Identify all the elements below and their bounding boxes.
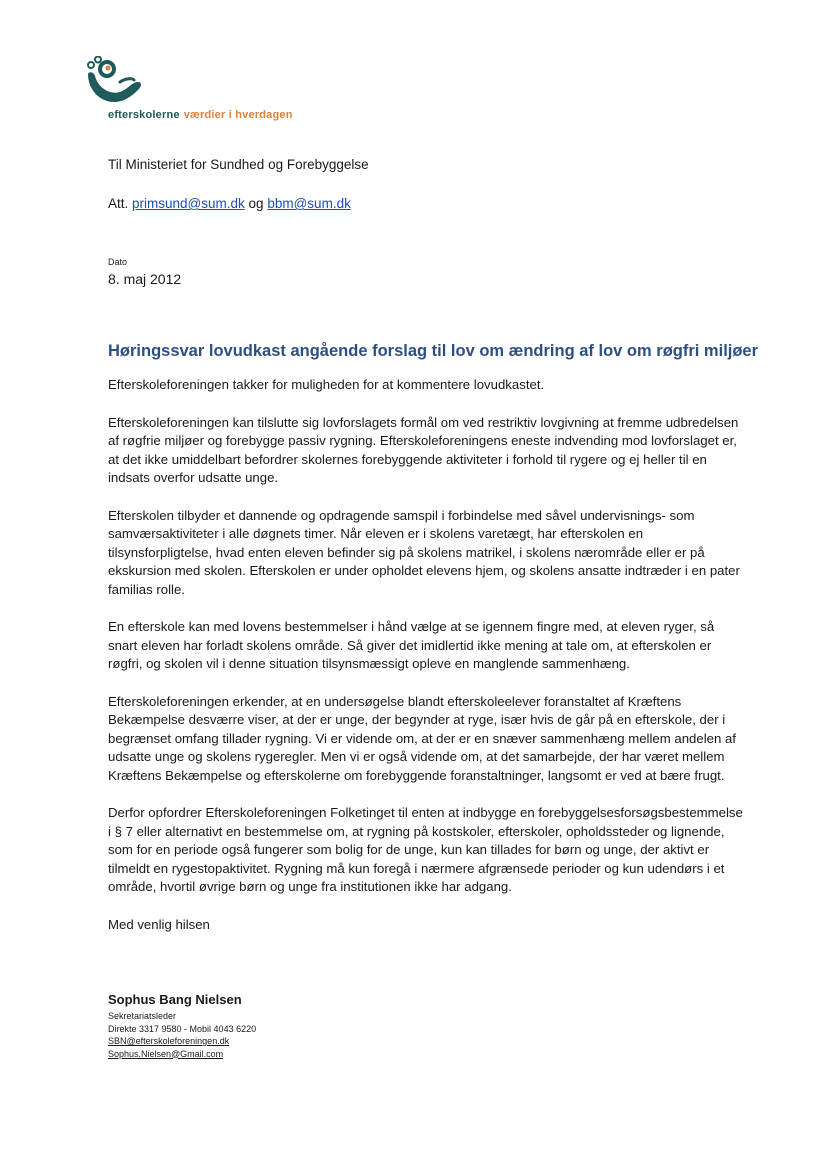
body-paragraph: Efterskolen tilbyder et dannende og opdragende samspil i forbindelse med såvel undervisnings- som samværsaktiviteter i alle døgnets timer. Når eleven er i skolens varetægt, har efterskolen en tilsynsforpligtelse, hvad enten eleven befinder sig på skolens matrikel, i skolens nærområde eller er på ekskursion med skolen. Efterskolen er under opholdet elevens hjem, og skolens ansatte indtræder i en pater familias rolle. — [108, 507, 740, 597]
letter-body — [108, 376, 744, 953]
document-heading: Høringssvar lovudkast angående forslag til lov om ændring af lov om røgfri miljøer — [108, 342, 759, 360]
att-line — [108, 196, 351, 211]
efterskolerne-logo-icon — [84, 56, 154, 112]
closing-greeting: Med venlig hilsen — [108, 916, 210, 932]
recipient-email-2[interactable]: bbm@sum.dk — [267, 196, 351, 211]
body-paragraph: En efterskole kan med lovens bestemmelser i hånd vælge at se igennem fingre med, at eleven ryger, så snart eleven har forladt skolens område. Så giver det imidlertid ikke mening at tale om, at efterskolen er røgfri, og skolen vil i denne situation tilsynsmæssigt opleve en manglende sammenhæng. — [108, 619, 715, 671]
body-paragraph: Efterskoleforeningen takker for muligheden for at kommentere lovudkastet. — [108, 377, 545, 392]
date-value: 8. maj 2012 — [108, 271, 182, 287]
att-conjunction: og — [248, 196, 264, 211]
logo-tagline: værdier i hverdagen — [183, 109, 293, 121]
date-label: Dato — [108, 257, 128, 267]
signature-name: Sophus Bang Nielsen — [108, 992, 242, 1007]
body-paragraph: Efterskoleforeningen erkender, at en undersøgelse blandt efterskoleelever foranstaltet af Kræftens Bekæmpelse desværre viser, at der er unge, der begynder at ryge, især hvis de går på en efterskole, der i begrænset omfang tillader rygning. Vi er vidende om, at der er en snæver sammenhæng mellem andelen af udsatte unge og skolens rygeregler. Men vi er også vidende om, at det samarbejde, der har været mellem Kræftens Bekæmpelse og efterskolerne om forebyggende foranstaltninger, langsomt er ved at bære frugt. — [108, 693, 736, 783]
signature-email-personal[interactable]: Sophus.Nielsen@Gmail.com — [108, 1048, 224, 1059]
signature-block — [108, 992, 256, 1060]
signature-phone: Direkte 3317 9580 - Mobil 4043 6220 — [108, 1023, 257, 1034]
logo-wordmark — [108, 109, 293, 121]
body-paragraph: Efterskoleforeningen kan tilslutte sig lovforslagets formål om ved restriktiv lovgivning at fremme udbredelsen af røgfrie miljøer og forebygge passiv rygning. Efterskoleforeningens eneste indvending mod lovforslaget er, at det ikke umiddelbart befordrer skolernes forebyggende aktiviteter i forhold til rygere og ej heller til en indsats overfor udsatte unge. — [108, 414, 739, 485]
efterskolerne-logo — [84, 56, 344, 126]
signature-title: Sekretariatsleder — [108, 1011, 177, 1021]
att-label: Att. — [108, 196, 129, 211]
body-paragraph: Derfor opfordrer Efterskoleforeningen Folketinget til enten at indbygge en forebyggelsesforsøgsbestemmelse i § 7 eller alternativt en bestemmelse om, at rygning på kostskoler, efterskoler, opholdssteder og lignende, som for en periode også fungerer som bolig for de unge, kun kan tillades for børn og unge, der aktivt er tilmeldt en rygestopaktivitet. Rygning må kun foregå i nærmere afgrænsede perioder og kun udendørs i et område, hvortil øvrige børn og unge fra institutionen ikke har adgang. — [108, 805, 743, 894]
signature-email-work[interactable]: SBN@efterskoleforeningen.dk — [108, 1036, 230, 1046]
logo-name: efterskolerne — [108, 109, 180, 121]
recipient-email-1[interactable]: primsund@sum.dk — [132, 196, 245, 211]
recipient-line: Til Ministeriet for Sundhed og Forebyggelse — [108, 157, 369, 172]
